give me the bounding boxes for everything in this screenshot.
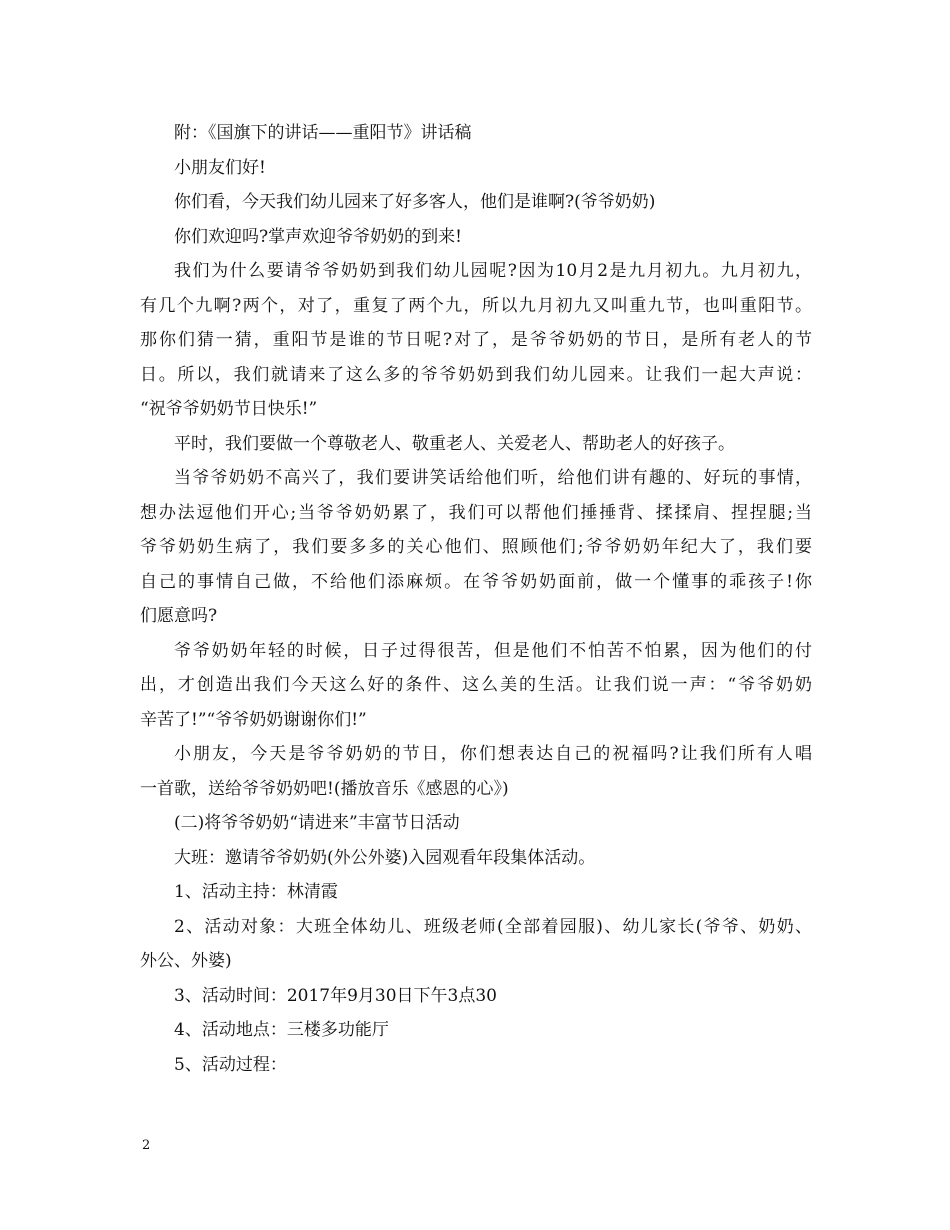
- text-line: 们愿意吗?: [140, 606, 218, 626]
- text-line: 我们为什么要请爷爷奶奶到我们幼儿园呢?因为10月2是九月初九。九月初九，: [174, 261, 812, 281]
- text-line: 一首歌，送给爷爷奶奶吧!(播放音乐《感恩的心》): [140, 778, 509, 799]
- text-line: 辛苦了!”“爷爷奶奶谢谢你们!”: [140, 709, 367, 730]
- text-line: 5、活动过程：: [174, 1054, 287, 1075]
- text-line: 出，才创造出我们今天这么好的条件、这么美的生活。让我们说一声：“爷爷奶奶: [140, 675, 812, 695]
- document-body: [140, 116, 812, 1082]
- text-line: 自己的事情自己做，不给他们添麻烦。在爷爷奶奶面前，做一个懂事的乖孩子!你: [140, 571, 812, 592]
- text-line: 爷爷奶奶生病了，我们要多多的关心他们、照顾他们;爷爷奶奶年纪大了，我们要: [140, 537, 812, 557]
- text-line: 你们看，今天我们幼儿园来了好多客人，他们是谁啊?(爷爷奶奶): [174, 192, 656, 212]
- text-line: 大班：邀请爷爷奶奶(外公外婆)入园观看年段集体活动。: [174, 847, 596, 868]
- text-line: 你们欢迎吗?掌声欢迎爷爷奶奶的到来!: [174, 226, 462, 247]
- text-line: 外公、外婆): [140, 951, 232, 971]
- text-line: 1、活动主持：林清霞: [174, 882, 338, 902]
- text-line: 当爷爷奶奶不高兴了，我们要讲笑话给他们听，给他们讲有趣的、好玩的事情，: [174, 468, 812, 488]
- text-line: 小朋友，今天是爷爷奶奶的节日，你们想表达自己的祝福吗?让我们所有人唱: [174, 744, 812, 764]
- text-line: “祝爷爷奶奶节日快乐!”: [140, 399, 318, 419]
- text-line: 3、活动时间：2017年9月30日下午3点30: [174, 985, 497, 1006]
- text-line: 平时，我们要做一个尊敬老人、敬重老人、关爱老人、帮助老人的好孩子。: [174, 433, 735, 454]
- text-line: (二)将爷爷奶奶“请进来”丰富节日活动: [174, 813, 460, 833]
- text-line: 爷爷奶奶年轻的时候，日子过得很苦，但是他们不怕苦不怕累，因为他们的付: [174, 640, 812, 661]
- text-line: 4、活动地点：三楼多功能厅: [174, 1020, 389, 1040]
- text-line: 那你们猜一猜，重阳节是谁的节日呢?对了，是爷爷奶奶的节日，是所有老人的节: [140, 330, 812, 350]
- text-line: 2、活动对象：大班全体幼儿、班级老师(全部着园服)、幼儿家长(爷爷、奶奶、: [174, 916, 812, 937]
- text-line: 日。所以，我们就请来了这么多的爷爷奶奶到我们幼儿园来。让我们一起大声说：: [140, 364, 812, 385]
- page-number: 2: [142, 1138, 151, 1153]
- text-line: 想办法逗他们开心;当爷爷奶奶累了，我们可以帮他们捶捶背、揉揉肩、捏捏腿;当: [140, 502, 812, 523]
- text-line: 有几个九啊?两个，对了，重复了两个九，所以九月初九又叫重九节，也叫重阳节。: [140, 295, 812, 316]
- text-line: 附：《国旗下的讲话——重阳节》讲话稿: [174, 123, 472, 143]
- text-line: 小朋友们好!: [174, 157, 266, 178]
